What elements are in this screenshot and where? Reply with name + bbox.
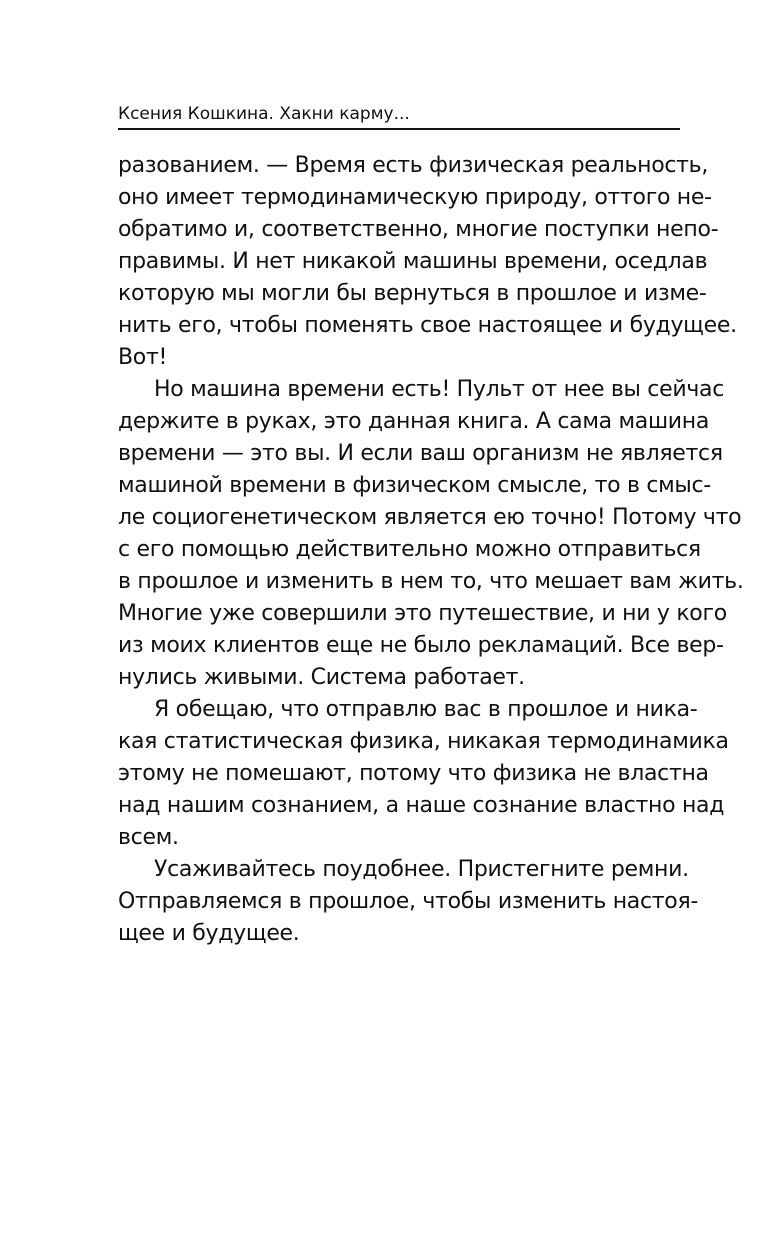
text-line: из моих клиентов еще не было рекламаций. Все вер- [118,633,724,658]
text-line: держите в руках, это данная книга. А сама машина [118,409,710,434]
text-line: ле социогенетическом является ею точно! Потому что [118,505,742,530]
text-line: Многие уже совершили это путешествие, и ни у кого [118,601,727,626]
text-line: которую мы могли бы вернуться в прошлое и изме- [118,281,707,306]
text-line: щее и будущее. [118,921,300,946]
text-line: машиной времени в физическом смысле, то в смыс- [118,473,711,498]
text-line: кая статистическая физика, никакая термодинамика [118,729,729,754]
text-line: этому не помешают, потому что физика не властна [118,761,709,786]
body-text [118,150,744,950]
text-line: с его помощью действительно можно отправиться [118,537,701,562]
text-line: правимы. И нет никакой машины времени, оседлав [118,249,708,274]
running-header: Ксения Кошкина. Хакни карму... [118,104,410,124]
text-line: Я обещаю, что отправлю вас в прошлое и ника- [154,697,698,722]
text-line: в прошлое и изменить в нем то, что мешает вам жить. [118,569,744,594]
text-line: нулись живыми. Система работает. [118,665,525,690]
text-line: времени — это вы. И если ваш организм не является [118,441,723,466]
text-line: Но машина времени есть! Пульт от нее вы сейчас [154,377,725,402]
text-line: обратимо и, соответственно, многие поступки непо- [118,217,719,242]
text-line: Вот! [118,345,167,370]
text-line: Усаживайтесь поудобнее. Пристегните ремни. [154,857,689,882]
text-line: всем. [118,825,179,850]
header-divider [118,128,680,130]
text-line: разованием. — Время есть физическая реальность, [118,153,709,178]
text-line: нить его, чтобы поменять свое настоящее и будущее. [118,313,737,338]
text-line: Отправляемся в прошлое, чтобы изменить настоя- [118,889,699,914]
text-line: оно имеет термодинамическую природу, оттого не- [118,185,712,210]
text-line: над нашим сознанием, а наше сознание властно над [118,793,725,818]
